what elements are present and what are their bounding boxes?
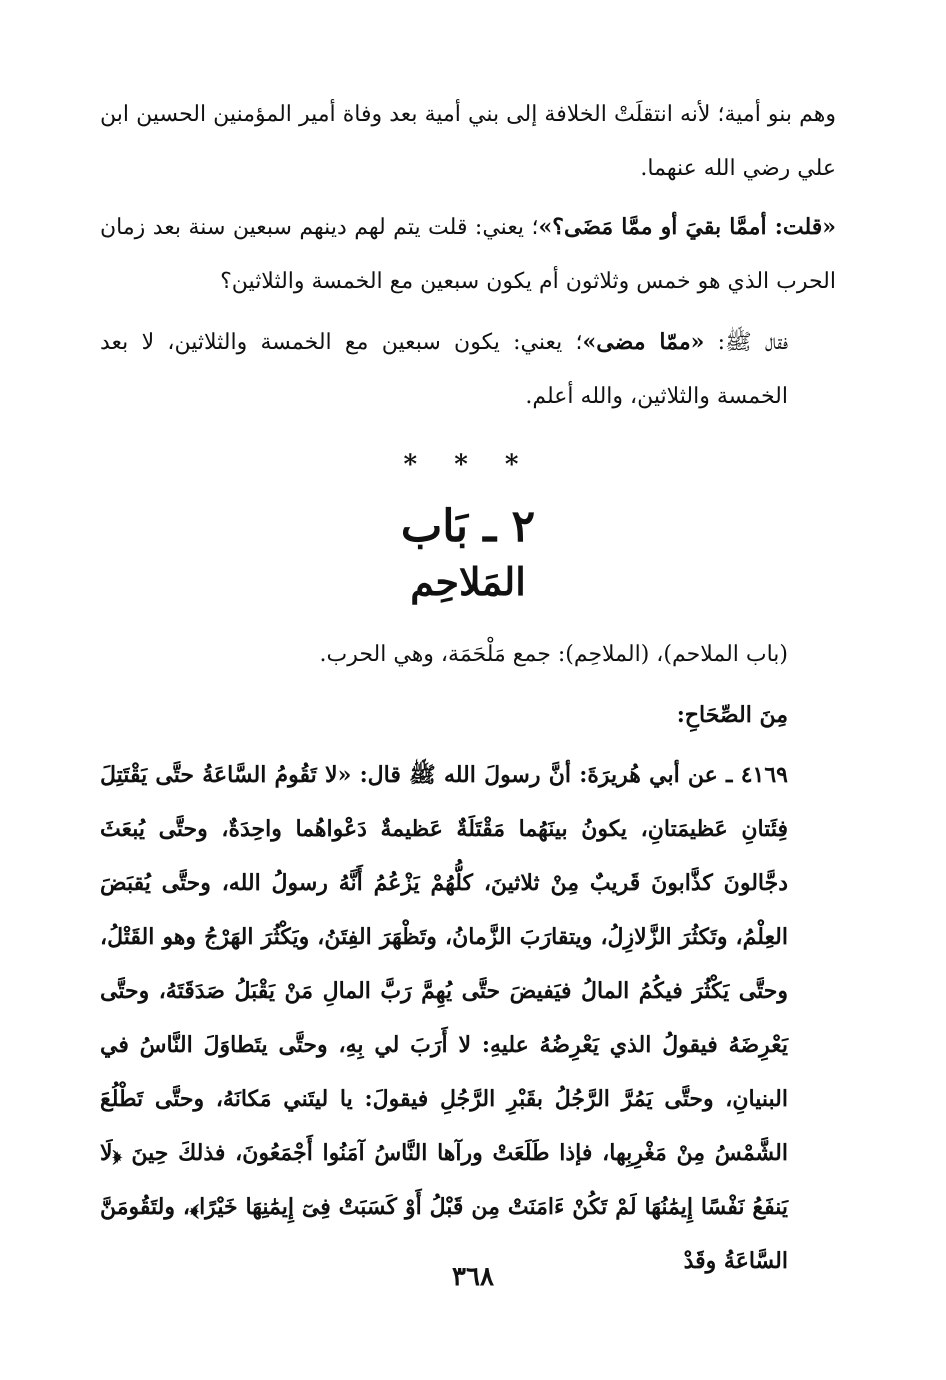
paragraph-2 [100,200,836,309]
page-number: ٣٦٨ [452,1262,494,1292]
hadith-4169: ٤١٦٩ ـ عن أبي هُريرَةَ: أنَّ رسولَ الله ﷺ قال: «لا تَقُومُ السَّاعَةُ حتَّى يَقْتَتِلَ فِئَتانِ عَظيمَتانِ، يكونُ بينَهُما مَقْتَلَةٌ عَظيمةٌ دَعْواهُما واحِدَةٌ، وحتَّى يُبعَثَ دجَّالونَ كذَّابونَ قَريبٌ مِنْ ثلاثينَ، كلُّهُمْ يَزْعُمُ أَنَّهُ رسولُ الله، وحتَّى يُقبَضَ العِلْمُ، وتَكثُرَ الزَّلازِلُ، ويتقارَبَ الزَّمانُ، وتَظْهَرَ الفِتَنُ، ويَكْثُرَ الهَرْجُ وهو القَتْلُ، وحتَّى يَكْثُرَ فيكُمُ المالُ فيَفيضَ حتَّى يُهِمَّ رَبَّ المالِ مَنْ يَقْبَلُ صَدَقَتَهُ، وحتَّى يَعْرِضَهُ فيقولُ الذي يَعْرِضُهُ عليهِ: لا أَرَبَ لي بِهِ، وحتَّى يتَطاوَلَ النَّاسُ في البنيانِ، وحتَّى يَمُرَّ الرَّجُلُ بقَبْرِ الرَّجُلِ فيقولَ: يا ليتَني مَكانَهُ، وحتَّى تَطْلُعَ الشَّمْسُ مِنْ مَغْرِبِها، فإذا طَلَعَتْ ورآها النَّاسُ آمَنُوا أَجْمَعُونَ، فذلكَ حِينَ ﴿لَا يَنفَعُ نَفْسًا إِيمَٰنُهَا لَمْ تَكُنْ ءَامَنَتْ مِن قَبْلُ أَوْ كَسَبَتْ فِىٓ إِيمَٰنِهَا خَيْرًا﴾، ولتَقُومَنَّ السَّاعَةُ وقَدْ [100,762,788,1274]
chapter-subtitle: المَلاحِم [410,559,526,604]
paragraph-3-lead: فقال ﷺ: [704,330,788,355]
paragraph-3-text: ؛ يعني: يكون سبعين مع الخمسة والثلاثين، لا بعد الخمسة والثلاثين، والله أعلم. [100,330,788,409]
chapter-title: ٢ ـ بَاب [400,501,536,552]
paragraph-1: وهم بنو أمية؛ لأنه انتقلَتْ الخلافة إلى بني أمية بعد وفاة أمير المؤمنين الحسين ابن علي رضي الله عنهما. [100,102,836,181]
paragraph-3 [100,315,836,424]
chapter-definition: (باب الملاحم)، (الملاحِم): جمع مَلْحَمَة، وهي الحرب. [319,642,788,667]
section-separator: * * * [403,450,533,480]
page-body [100,88,836,1288]
section-heading: مِنَ الصِّحَاحِ: [676,702,788,728]
quote-question: «قلت: أممَّا بقيَ أو ممَّا مَضَى؟» [538,214,836,240]
paragraph-2-text: ؛ يعني: قلت يتم لهم دينهم سبعين سنة بعد زمان الحرب الذي هو خمس وثلاثون أم يكون سبعين مع الخمسة والثلاثين؟ [100,215,836,294]
quote-answer: «ممّا مضى» [582,329,705,355]
